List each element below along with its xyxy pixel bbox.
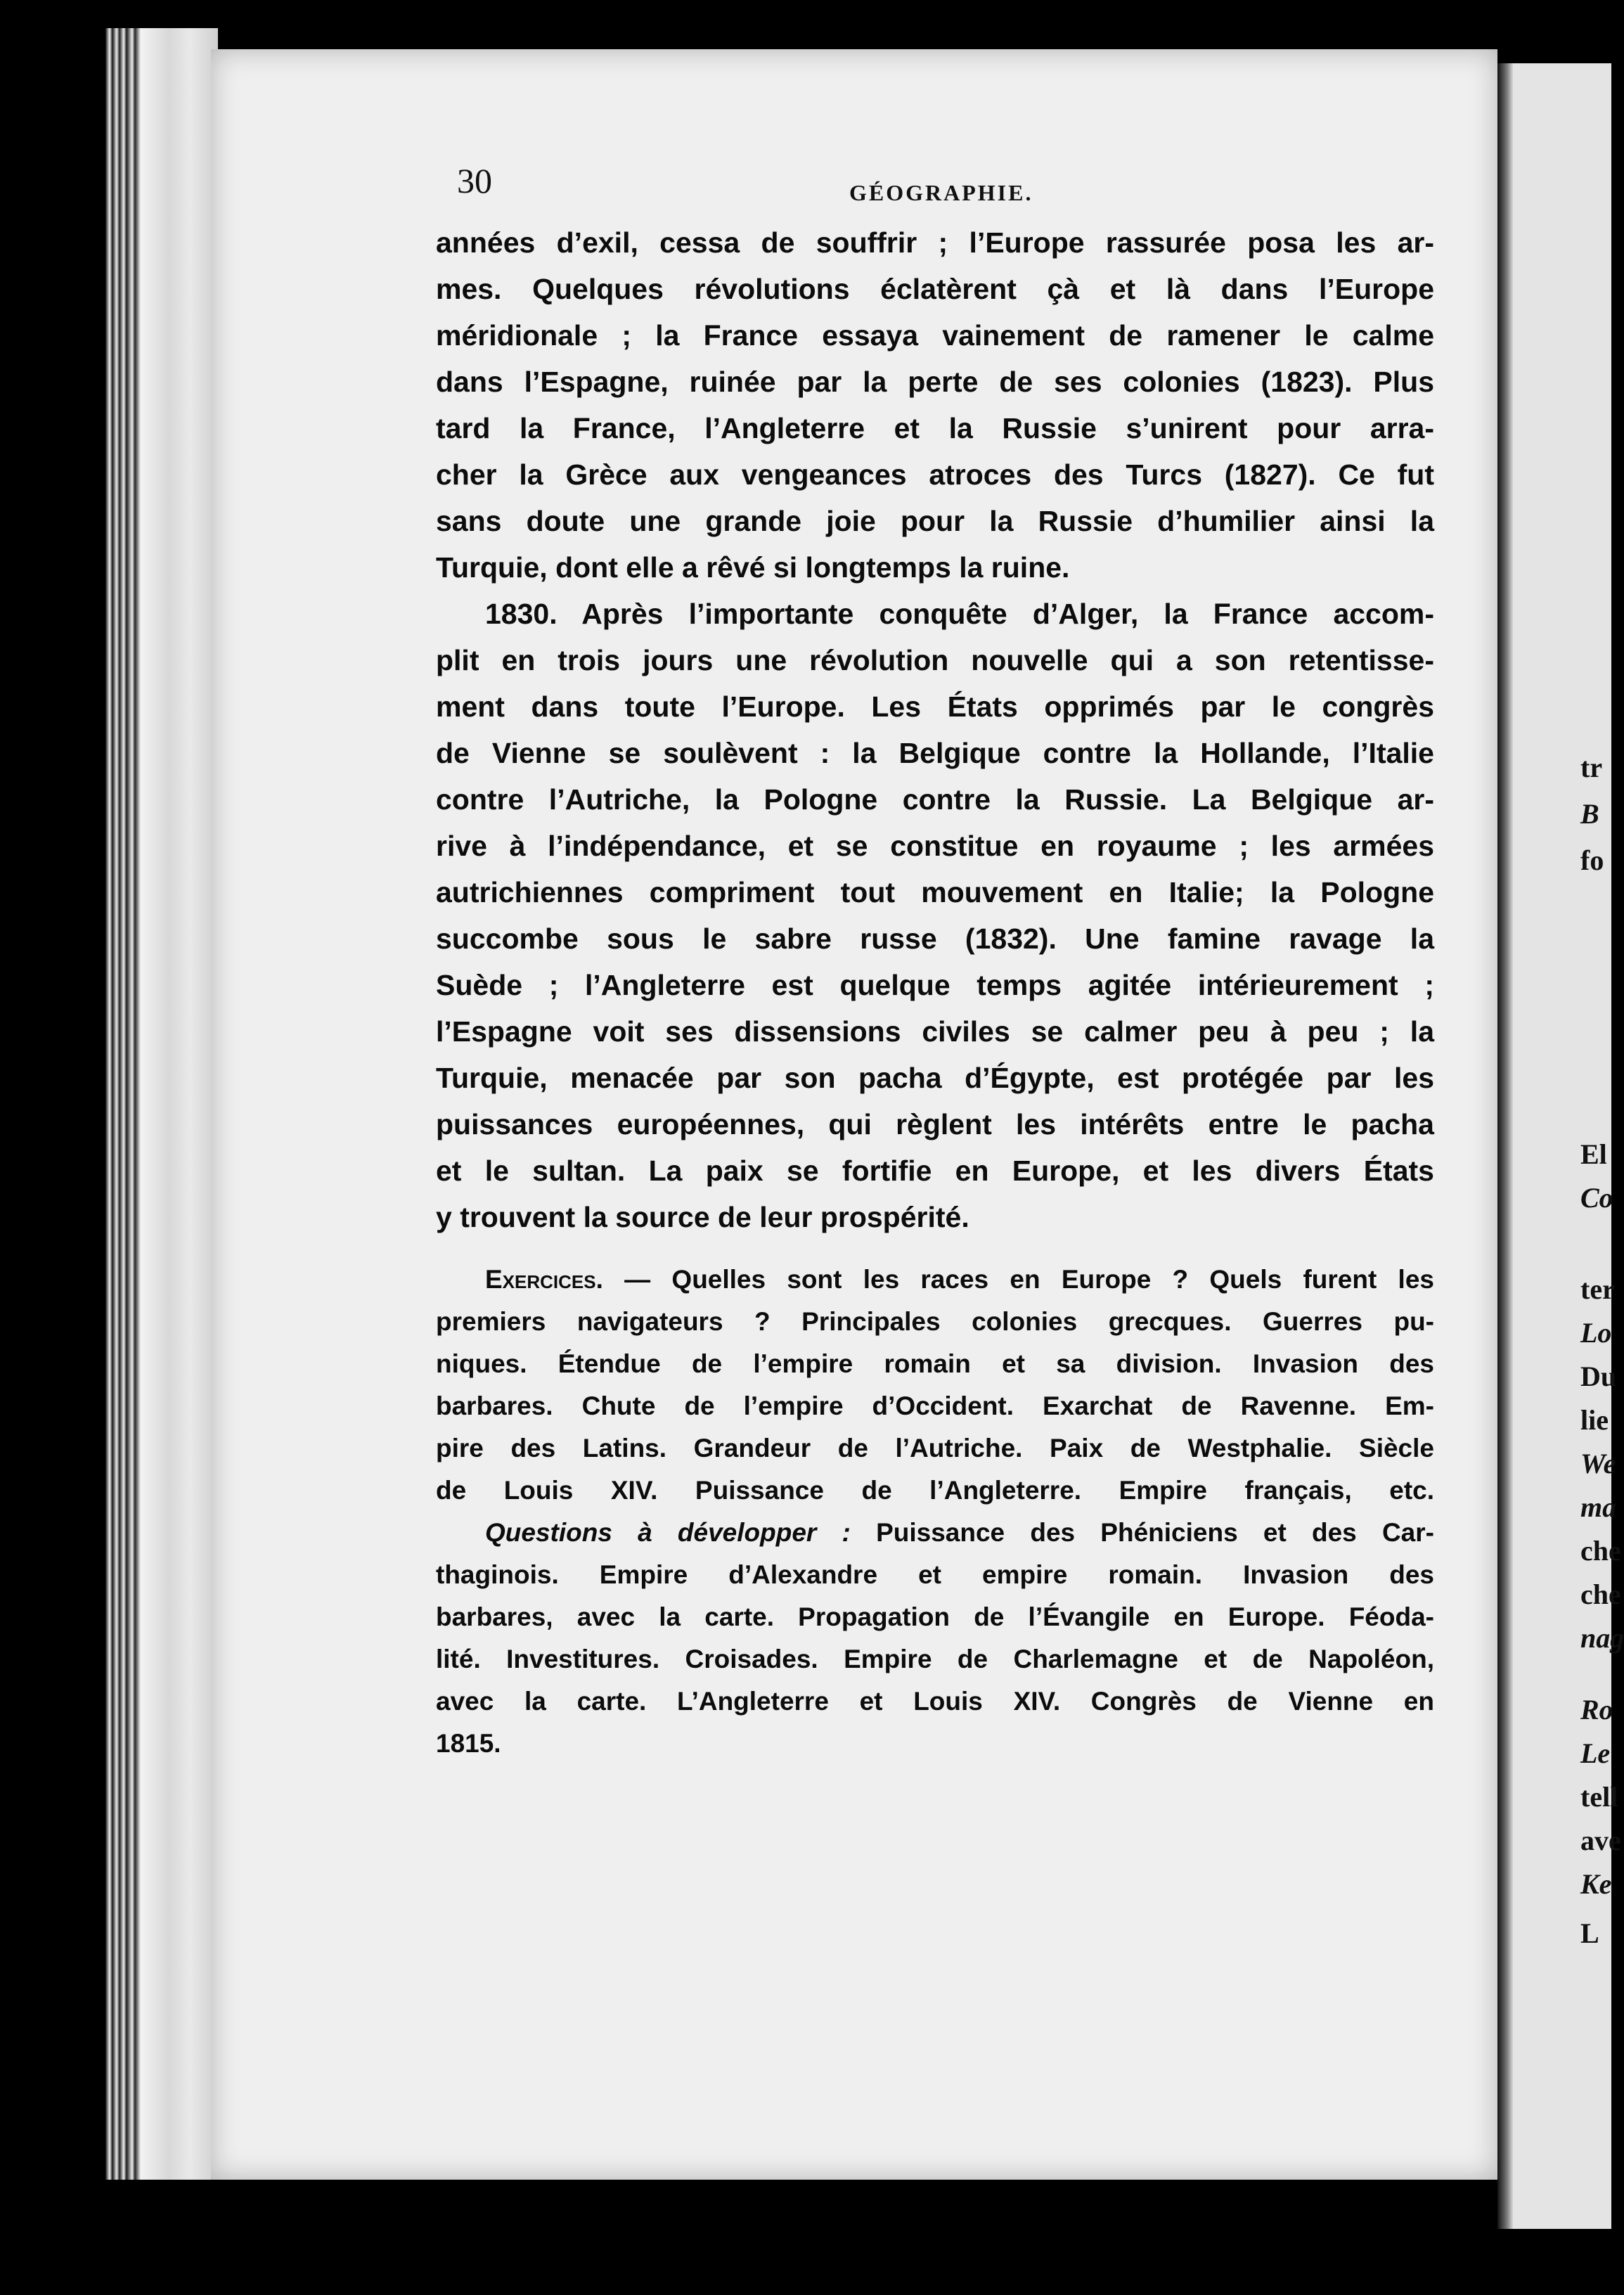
facing-page-fragment: Le bbox=[1580, 1737, 1611, 1769]
facing-page-fragment: tr bbox=[1580, 752, 1603, 783]
facing-page-fragment: L bbox=[1580, 1917, 1599, 1949]
facing-page-fragment: che bbox=[1580, 1535, 1621, 1567]
facing-page-fragment: nag bbox=[1580, 1622, 1624, 1654]
text-line: puissances européennes, qui règlent les intérêts entre le pacha bbox=[436, 1108, 1434, 1140]
exercises-label: Exercices. bbox=[485, 1265, 603, 1294]
paragraph-1 bbox=[436, 219, 1434, 591]
facing-page-fragment: ma bbox=[1580, 1491, 1617, 1523]
text-line bbox=[436, 1259, 1434, 1301]
text-line: autrichiennes compriment tout mouvement en Italie; la Pologne bbox=[436, 876, 1434, 908]
text-line: mes. Quelques révolutions éclatèrent çà et là dans l’Europe bbox=[436, 273, 1434, 305]
facing-page-fragment: Lo bbox=[1580, 1317, 1612, 1349]
facing-page-fragment: Ro bbox=[1580, 1694, 1613, 1725]
text-line: contre l’Autriche, la Pologne contre la Russie. La Belgique ar- bbox=[436, 783, 1434, 816]
text-line: de Vienne se soulèvent : la Belgique contre la Hollande, l’Italie bbox=[436, 737, 1434, 769]
page-body bbox=[436, 219, 1434, 1765]
facing-page-fragment: B bbox=[1580, 798, 1599, 830]
text-line: y trouvent la source de leur prospérité. bbox=[436, 1201, 969, 1233]
book-page-edges bbox=[105, 28, 218, 2180]
facing-page-fragment: ter bbox=[1580, 1273, 1615, 1305]
text-line: plit en trois jours une révolution nouvelle qui a son retentisse- bbox=[436, 644, 1434, 676]
text-line: dans l’Espagne, ruinée par la perte de ses colonies (1823). Plus bbox=[436, 366, 1434, 398]
text-line: l’Espagne voit ses dissensions civiles se calmer peu à peu ; la bbox=[436, 1015, 1434, 1048]
text-line: thaginois. Empire d’Alexandre et empire romain. Invasion des bbox=[436, 1560, 1434, 1589]
facing-page-fragment: Ke bbox=[1580, 1868, 1612, 1900]
paragraph-2 bbox=[436, 591, 1434, 1240]
text-line: lité. Investitures. Croisades. Empire de Charlemagne et de Napoléon, bbox=[436, 1645, 1434, 1673]
exercises-text: — Quelles sont les races en Europe ? Quels furent les bbox=[602, 1265, 1434, 1294]
questions-text: Puissance des Phéniciens et des Car- bbox=[850, 1518, 1434, 1547]
page-number: 30 bbox=[457, 161, 492, 200]
facing-page-fragment: lie bbox=[1580, 1404, 1609, 1436]
facing-page-fragment: Du bbox=[1580, 1361, 1617, 1392]
text-line: Turquie, dont elle a rêvé si longtemps la ruine. bbox=[436, 551, 1070, 584]
text-line: Turquie, menacée par son pacha d’Égypte, est protégée par les bbox=[436, 1062, 1434, 1094]
text-line: tard la France, l’Angleterre et la Russie s’unirent pour arra- bbox=[436, 412, 1434, 444]
text-line: barbares, avec la carte. Propagation de l’Évangile en Europe. Féoda- bbox=[436, 1602, 1434, 1631]
text-line: méridionale ; la France essaya vainement de ramener le calme bbox=[436, 319, 1434, 352]
facing-page-fragment: ave bbox=[1580, 1825, 1621, 1856]
text-line: Suède ; l’Angleterre est quelque temps agitée intérieurement ; bbox=[436, 969, 1434, 1001]
text-line: premiers navigateurs ? Principales colonies grecques. Guerres pu- bbox=[436, 1307, 1434, 1336]
text-line: de Louis XIV. Puissance de l’Angleterre. Empire français, etc. bbox=[436, 1476, 1434, 1505]
facing-page-fragment: Co bbox=[1580, 1182, 1613, 1214]
facing-page-fragment: tell bbox=[1580, 1781, 1618, 1813]
text-line: pire des Latins. Grandeur de l’Autriche. Paix de Westphalie. Siècle bbox=[436, 1434, 1434, 1462]
text-line: 1830. Après l’importante conquête d’Alger, la France accom- bbox=[485, 598, 1434, 630]
page-gutter bbox=[1497, 63, 1513, 2229]
text-line: sans doute une grande joie pour la Russie d’humilier ainsi la bbox=[436, 505, 1434, 537]
facing-page bbox=[1497, 63, 1624, 2229]
text-line: cher la Grèce aux vengeances atroces des Turcs (1827). Ce fut bbox=[436, 458, 1434, 491]
facing-page-fragment: che bbox=[1580, 1579, 1621, 1610]
text-line: niques. Étendue de l’empire romain et sa division. Invasion des bbox=[436, 1349, 1434, 1378]
facing-page-fragment: We bbox=[1580, 1448, 1616, 1479]
facing-page-fragment: fo bbox=[1580, 844, 1604, 876]
facing-page-fragment: El bbox=[1580, 1138, 1607, 1170]
running-title: GÉOGRAPHIE. bbox=[849, 180, 1033, 205]
text-line bbox=[436, 1512, 1434, 1554]
text-line: et le sultan. La paix se fortifie en Europe, et les divers États bbox=[436, 1155, 1434, 1187]
questions-label: Questions à développer : bbox=[485, 1518, 851, 1547]
text-line: 1815. bbox=[436, 1729, 501, 1758]
text-line: rive à l’indépendance, et se constitue en royaume ; les armées bbox=[436, 830, 1434, 862]
exercises-section bbox=[436, 1259, 1434, 1765]
text-line: barbares. Chute de l’empire d’Occident. Exarchat de Ravenne. Em- bbox=[436, 1391, 1434, 1420]
text-line: années d’exil, cessa de souffrir ; l’Europe rassurée posa les ar- bbox=[436, 226, 1434, 259]
text-line: ment dans toute l’Europe. Les États opprimés par le congrès bbox=[436, 690, 1434, 723]
text-line: avec la carte. L’Angleterre et Louis XIV. Congrès de Vienne en bbox=[436, 1687, 1434, 1716]
text-line: succombe sous le sabre russe (1832). Une famine ravage la bbox=[436, 922, 1434, 955]
